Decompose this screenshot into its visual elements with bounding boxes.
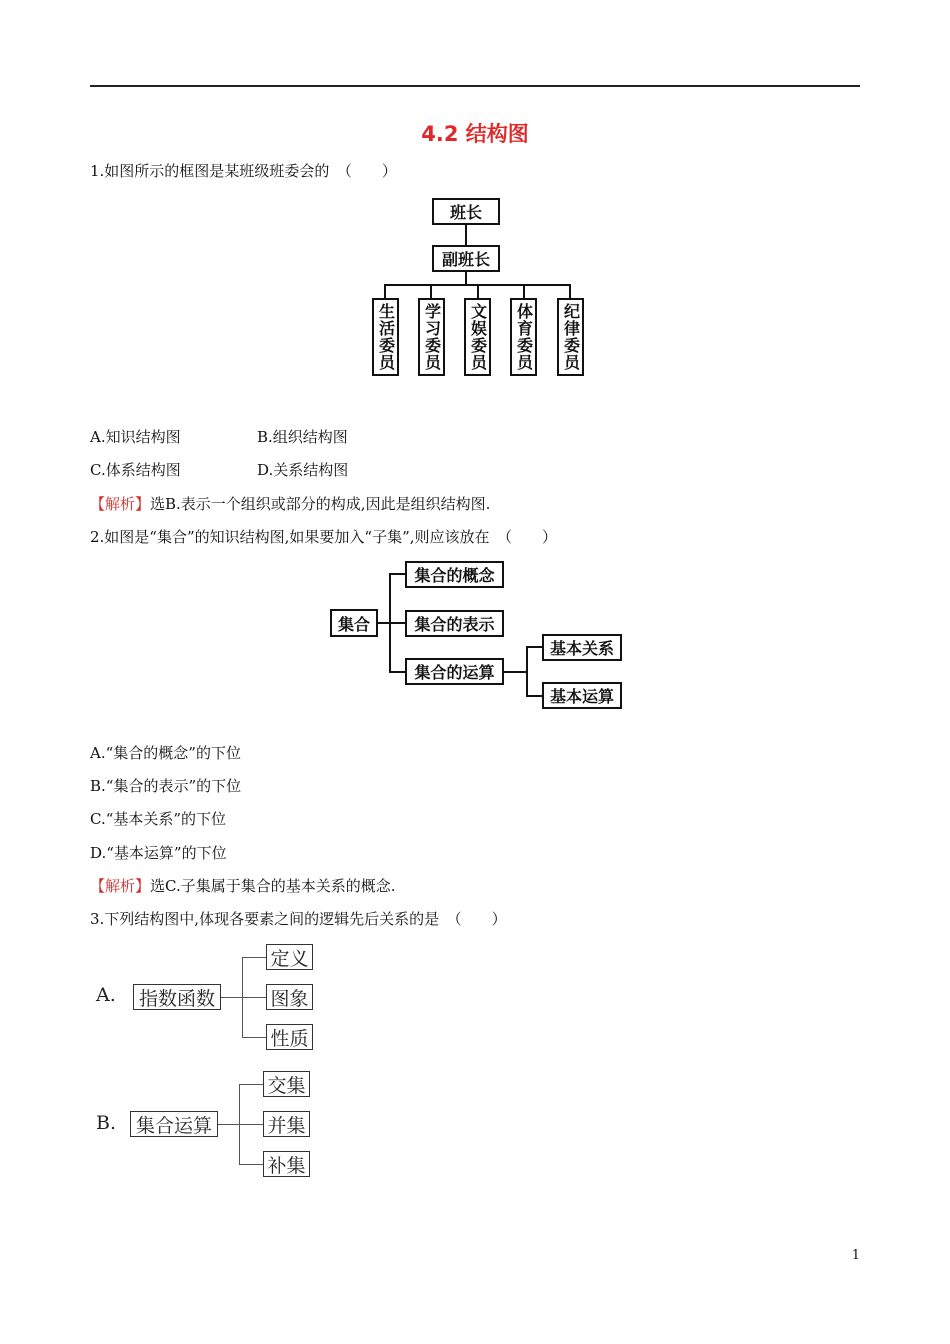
- page-number: 1: [851, 1248, 860, 1263]
- connector: [389, 622, 405, 624]
- connector: [242, 997, 266, 998]
- connector: [504, 671, 527, 673]
- q1-option-c: C.体系结构图: [90, 461, 181, 479]
- connector: [477, 284, 479, 298]
- connector: [242, 957, 266, 958]
- chart-child-1: 集合的表示: [405, 610, 504, 637]
- q1-stem: 1.如图所示的框图是某班级班委会的 （ ）: [90, 162, 397, 180]
- q1-option-a: A.知识结构图: [90, 428, 181, 446]
- q3-option-a-label: A.: [96, 984, 116, 1006]
- diagram-root: 指数函数: [133, 984, 221, 1010]
- analysis-tag: 【解析】: [90, 877, 151, 895]
- connector: [526, 646, 542, 648]
- connector: [526, 695, 542, 697]
- q3-stem: 3.下列结构图中,体现各要素之间的逻辑先后关系的是 （ ）: [90, 910, 507, 928]
- q2-option-c: C.“基本关系”的下位: [90, 810, 227, 828]
- q2-stem: 2.如图是“集合”的知识结构图,如果要加入“子集”,则应该放在 （ ）: [90, 528, 558, 546]
- connector: [389, 671, 405, 673]
- chart-member-4: 纪律委员: [557, 298, 584, 376]
- chart-member-0: 生活委员: [372, 298, 399, 376]
- chart-sub-0: 基本关系: [542, 634, 622, 661]
- header-rule: [90, 85, 860, 87]
- connector: [221, 997, 243, 998]
- chart-member-1: 学习委员: [418, 298, 445, 376]
- connector: [569, 284, 571, 298]
- analysis-text: 选C.子集属于集合的基本关系的概念.: [150, 877, 396, 895]
- connector: [465, 225, 467, 245]
- q2-analysis: [90, 875, 396, 896]
- q1-option-d: D.关系结构图: [257, 461, 349, 479]
- chart-sub-1: 基本运算: [542, 682, 622, 709]
- connector: [384, 284, 386, 298]
- connector: [389, 573, 405, 575]
- q1-analysis: [90, 493, 490, 514]
- connector: [526, 646, 528, 696]
- chart-node-top: 班长: [432, 198, 500, 225]
- chart-member-3: 体育委员: [510, 298, 537, 376]
- chart-member-2: 文娱委员: [464, 298, 491, 376]
- diagram-child-2: 补集: [263, 1151, 310, 1177]
- diagram-child-0: 定义: [266, 944, 313, 970]
- diagram-child-1: 图象: [266, 984, 313, 1010]
- diagram-root: 集合运算: [130, 1111, 218, 1137]
- q1-option-b: B.组织结构图: [257, 428, 348, 446]
- chart-root: 集合: [330, 609, 378, 637]
- connector: [430, 284, 432, 298]
- chart-child-0: 集合的概念: [405, 561, 504, 588]
- analysis-tag: 【解析】: [90, 495, 151, 513]
- analysis-text: 选B.表示一个组织或部分的构成,因此是组织结构图.: [150, 495, 491, 513]
- connector: [239, 1084, 263, 1085]
- connector: [239, 1124, 263, 1125]
- connector: [242, 1037, 266, 1038]
- diagram-child-1: 并集: [263, 1111, 310, 1137]
- diagram-child-2: 性质: [266, 1024, 313, 1050]
- chart-child-2: 集合的运算: [405, 658, 504, 685]
- connector: [523, 284, 525, 298]
- diagram-child-0: 交集: [263, 1071, 310, 1097]
- connector: [218, 1124, 240, 1125]
- q3-option-b-label: B.: [96, 1112, 117, 1134]
- chart-node-mid: 副班长: [432, 245, 500, 272]
- doc-title: 4.2 结构图: [421, 122, 529, 146]
- q2-option-b: B.“集合的表示”的下位: [90, 777, 242, 795]
- q2-option-d: D.“基本运算”的下位: [90, 844, 227, 862]
- q2-option-a: A.“集合的概念”的下位: [90, 744, 241, 762]
- connector: [239, 1164, 263, 1165]
